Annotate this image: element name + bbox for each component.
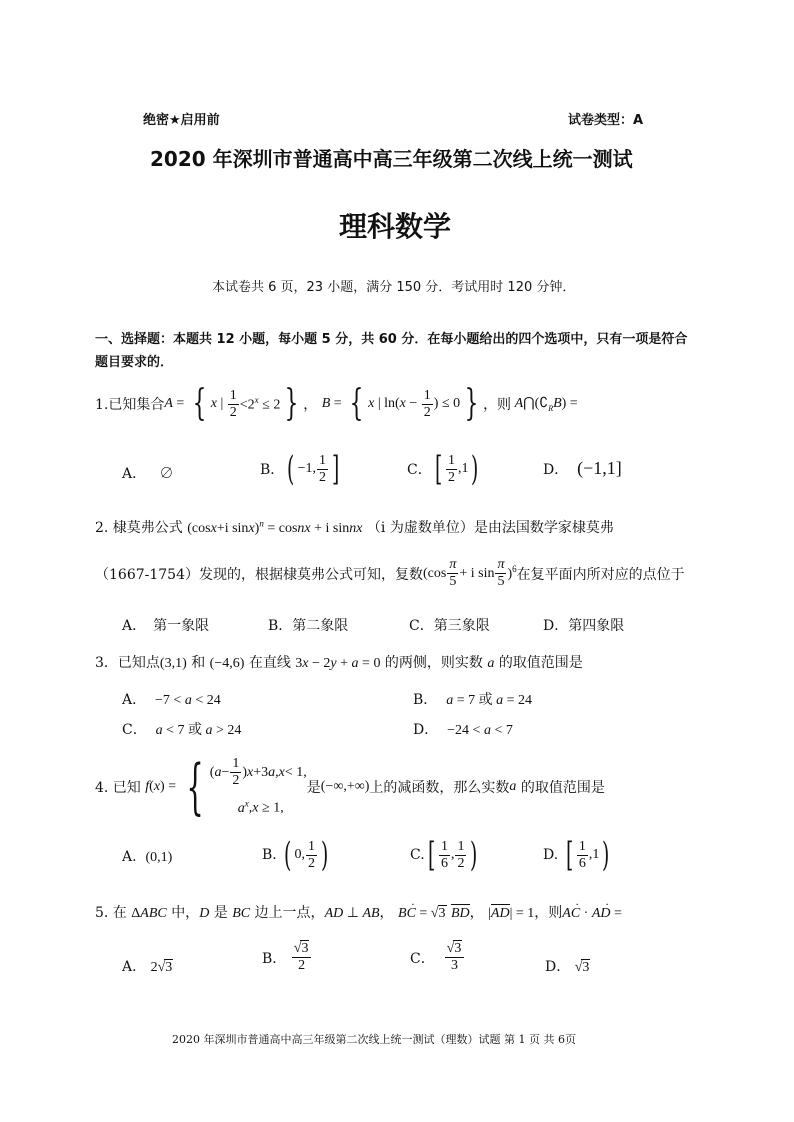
q2-line1-prefix: 2. 棣莫弗公式 [95,520,183,536]
q1-option-b-label: B． [260,462,285,478]
q3-prefix: 3．已知点 [95,655,160,671]
q1-option-a-value: ∅ [159,466,174,482]
q3-option-c: C． a < 7 或 a > 24 [122,722,242,738]
q5-option-d-label: D． [545,959,571,975]
q4-option-d-label: D. [543,847,559,863]
q1-option-c-label: C． [407,462,432,478]
q2-option-d: D．第四象限 [543,618,625,634]
q4-prefix: 4. 已知 [95,780,141,796]
q5-then: ，则 [534,905,563,921]
q3-option-b: B． a = 7 或 a = 24 [413,692,533,708]
q3-option-a: A． −7 < a < 24 [122,692,221,708]
q5-option-c: C． $\frac{√3}{3}$ [410,942,465,973]
section-heading-line2: 题目要求的． [95,355,174,370]
q5-option-c-label: C． [410,950,435,967]
q3-option-b-label: B． [413,692,438,708]
q2-option-a: A． 第一象限 [122,618,210,634]
q5-prefix: 5. 在 [95,905,127,921]
q4-option-a-label: A. [122,849,137,865]
q2-line2-prefix: （1667-1754）发现的，根据棣莫弗公式可知，复数 [95,566,423,583]
paper-type-label: 试卷类型：A [568,113,644,128]
q3-or-b: 或 [478,692,493,708]
q4-option-c-label: C. [410,847,425,863]
question-5-stem: 5. 在 ΔABC 中，D 是 BC 边上一点，AD ⊥ AB， BC · = √3 BD， |AD| = 1，则AC · · AD · = [95,902,622,922]
q4-is: 是 [306,780,321,796]
q2-line2-suffix: 在复平面内所对应的点位于 [516,566,685,583]
secret-label: 绝密★启用前 [143,113,220,128]
question-1-stem: 1.已知集合 A = { x | $\frac{1}{2}$ $<2^x \le 2$ } ， B = { x | ln( x − $\frac{1}{2}$ ) ≤ 0 } ，则 A $⋂(∁_R$ B ) = [95,383,578,424]
q1-option-c: C． [ $\frac{1}{2}$ ,1 ) [407,449,479,489]
exam-title: 2020 年深圳市普通高中高三年级第二次线上统一测试 [150,147,633,171]
q3-option-d-label: D． [413,722,439,738]
page-footer: 2020 年深圳市普通高中高三年级第二次线上统一测试（理数）试题 第 1 页 共 6页 [172,1033,576,1046]
q3-option-a-label: A． [122,692,147,708]
q1-option-d: D． (−1,1] [543,458,622,478]
q3-suffix2: 的取值范围是 [498,655,583,671]
q1-option-a-label: A． [122,466,147,482]
q4-suffix2: 的取值范围是 [520,780,605,796]
q3-mid: 在直线 [248,655,291,671]
q2-option-c: C．第三象限 [409,618,490,634]
q5-option-b-label: B． [262,950,287,967]
q5-mid1: 中， [171,905,200,921]
question-4-stem: 4. 已知 f ( x ) = { ( a − $\frac{1}{2}$ ) x +3 a , x < 1, $a^x,x \ge 1$, 是 (−∞,+∞) 上的减函数，那么实数 a 的取值范围是 [95,752,605,822]
q4-option-c: C. [ $\frac{1}{6}$ , $\frac{1}{2}$ ) [410,835,478,875]
subject-title: 理科数学 [339,210,452,243]
q4-suffix: 上的减函数，那么实数 [369,780,510,796]
q5-option-b: B． $\frac{√3}{2}$ [262,942,312,973]
q3-suffix: 的两侧，则实数 [384,655,483,671]
question-2-line2: （1667-1754）发现的，根据棣莫弗公式可知，复数 (cos $\frac{\pi}{5}$ + i sin $\frac{\pi}{5}$ )$^6$ 在复平面内所对应的点位于 [95,557,685,589]
question-2-line1: 2. 棣莫弗公式 (cosx+i sinx)$^n$ = cosnx + i sinnx （i 为虚数单位）是由法国数学家棣莫弗 [95,518,614,536]
q3-option-c-label: C． [122,722,147,738]
q1-option-a [122,463,173,483]
q4-option-d: D. [ $\frac{1}{6}$ ,1 ) [543,835,610,875]
section-heading-line1: 一、选择题：本题共 12 小题，每小题 5 分，共 60 分．在每小题给出的四个选项中，只有一项是符合 [95,332,688,347]
q5-option-a: A． 2√3 [122,959,173,975]
q2-option-b: B．第二象限 [268,618,349,634]
q1-then: ，则 [483,397,512,413]
q5-mid3: 边上一点， [254,905,325,921]
q4-option-b: B. ( 0, $\frac{1}{2}$ ) [262,835,329,875]
question-3-stem: 3．已知点(3,1) 和 (−4,6) 在直线 3x − 2y + a = 0 的两侧，则实数 a 的取值范围是 [95,655,583,671]
q3-or-c: 或 [188,722,203,738]
q5-option-d: D． √3 [545,959,590,975]
exam-info: 本试卷共 6 页，23 小题，满分 150 分．考试用时 120 分钟． [212,280,576,295]
q1-prefix: 1.已知集合 [95,397,165,413]
q2-line1-suffix: （i 为虚数单位）是由法国数学家棣莫弗 [366,520,614,536]
q4-option-b-label: B. [262,847,277,863]
q5-option-a-label: A． [122,959,147,975]
q1-option-b: B． ( −1, $\frac{1}{2}$ ] [260,449,340,489]
q4-option-a: A. (0,1) [122,849,173,865]
q5-mid2: 是 [213,905,228,921]
q1-option-d-label: D． [543,461,569,478]
q3-and: 和 [191,655,206,671]
q3-option-d: D． −24 < a < 7 [413,722,513,738]
